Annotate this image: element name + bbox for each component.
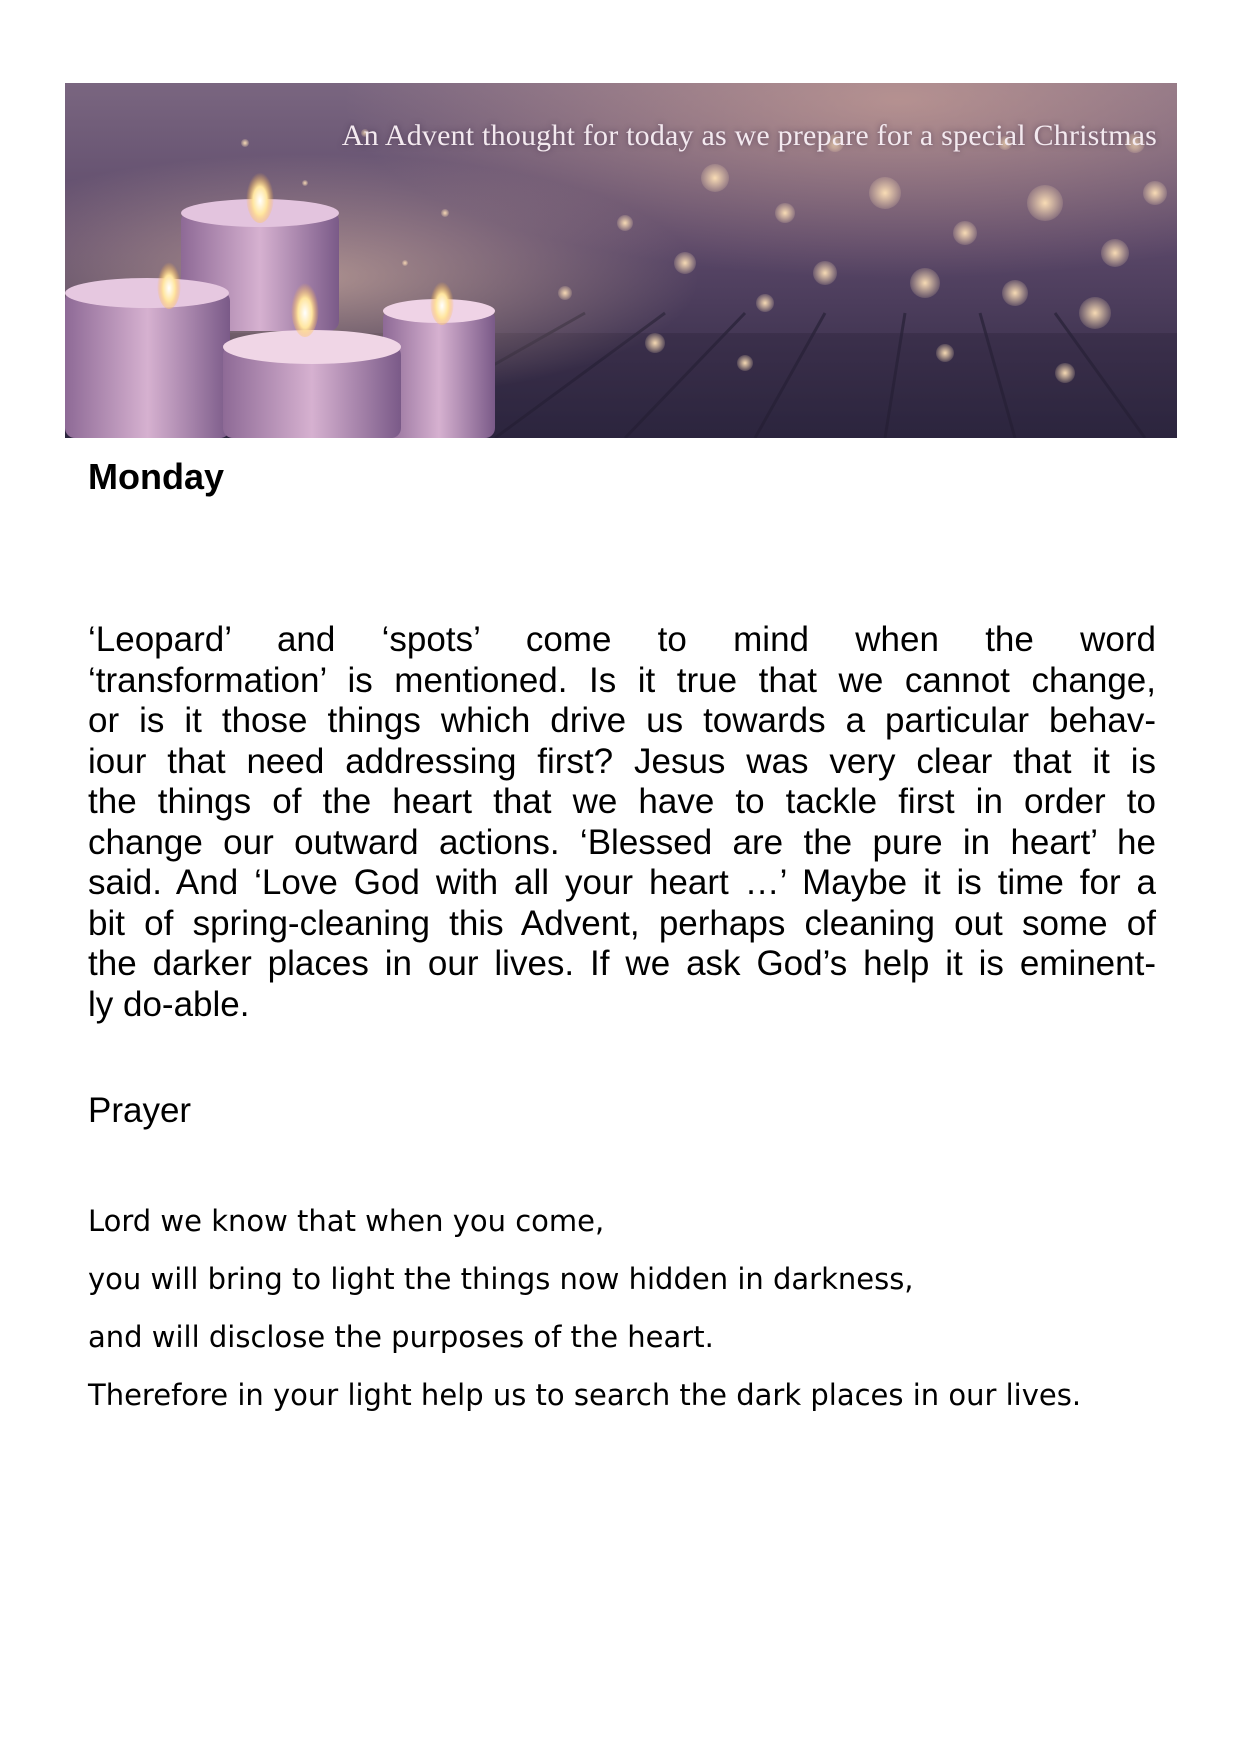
reflection-paragraph: [88, 620, 1156, 1025]
prayer-line: Therefore in your light help us to search the dark places in our lives.: [88, 1378, 1082, 1412]
prayer-line: you will bring to light the things now hidden in darkness,: [88, 1262, 914, 1296]
day-title: Monday: [88, 456, 225, 497]
reflection-line: ‘Leopard’ and ‘spots’ come to mind when the word: [88, 620, 1156, 659]
prayer-heading: Prayer: [88, 1091, 192, 1130]
reflection-line: said. And ‘Love God with all your heart …’ Maybe it is time for a: [88, 863, 1156, 902]
prayer-line: Lord we know that when you come,: [88, 1204, 605, 1238]
reflection-line: or is it those things which drive us towards a particular behav-: [88, 701, 1156, 740]
prayer-text: [88, 1201, 1188, 1433]
banner-caption: An Advent thought for today as we prepare for a special Christmas: [341, 119, 1157, 152]
reflection-line: change our outward actions. ‘Blessed are the pure in heart’ he: [88, 822, 1156, 862]
prayer-line: and will disclose the purposes of the heart.: [88, 1320, 714, 1354]
reflection-line: the things of the heart that we have to tackle first in order to: [88, 782, 1156, 821]
reflection-line: the darker places in our lives. If we ask God’s help it is eminent-: [88, 944, 1156, 983]
reflection-line: iour that need addressing first? Jesus was very clear that it is: [88, 741, 1156, 781]
reflection-line: ‘transformation’ is mentioned. Is it true that we cannot change,: [88, 660, 1156, 700]
banner-image: [65, 83, 1177, 438]
reflection-line: ly do-able.: [88, 984, 250, 1024]
reflection-line: bit of spring-cleaning this Advent, perhaps cleaning out some of: [88, 903, 1156, 943]
